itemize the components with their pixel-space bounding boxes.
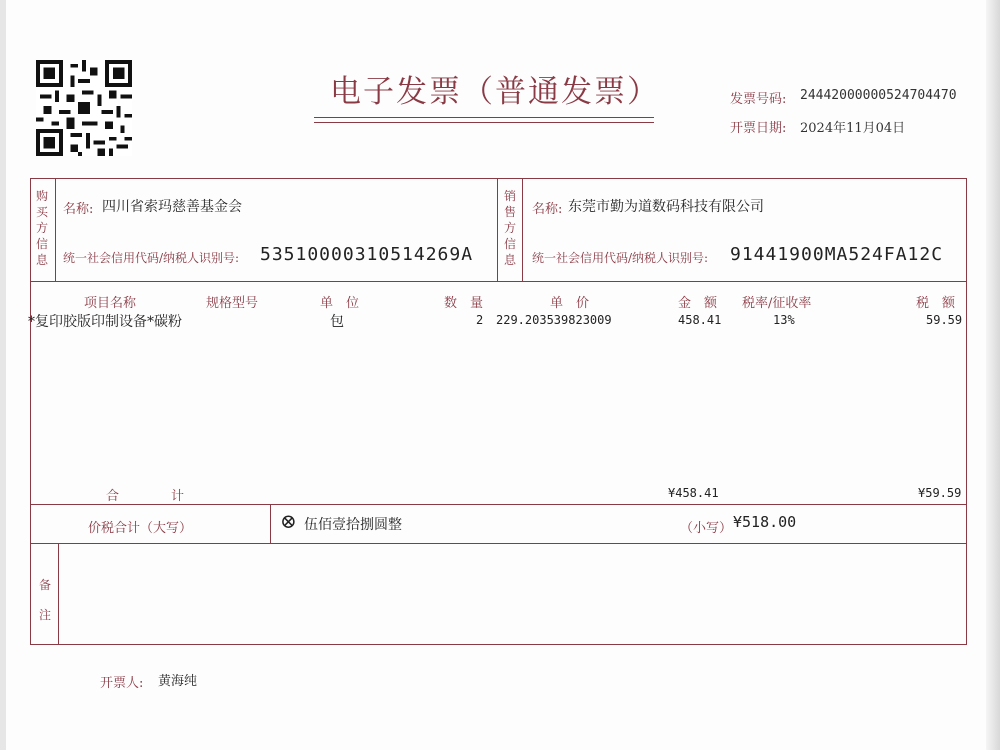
col-header-spec: 规格型号 <box>206 296 259 311</box>
grand-total-label: 价税合计（大写） <box>88 521 193 536</box>
buyer-side-label: 购 买 方 信 息 <box>35 189 48 267</box>
totals-amount: ¥458.41 <box>668 486 719 500</box>
item-qty: 2 <box>476 313 484 327</box>
item-name: *复印胶版印制设备*碳粉 <box>28 314 182 330</box>
title-underline-2 <box>314 122 654 123</box>
issuer-label: 开票人: <box>100 676 144 691</box>
item-amount: 458.41 <box>678 313 722 327</box>
seller-side-label: 销 售 方 信 息 <box>503 189 516 267</box>
item-price: 229.203539823009 <box>496 313 612 327</box>
col-header-rate: 税率/征收率 <box>742 296 812 311</box>
col-header-name: 项目名称 <box>84 296 137 311</box>
issuer-name: 黄海纯 <box>158 674 198 689</box>
totals-tax: ¥59.59 <box>918 486 962 500</box>
issue-date: 2024年11月04日 <box>800 121 906 136</box>
title-underline <box>314 117 654 118</box>
buyer-tax-id: 53510000310514269A <box>260 244 474 265</box>
parties-bottom-line <box>30 281 967 282</box>
remarks-label: 备 注 <box>38 578 51 622</box>
scan-edge-left <box>0 0 6 750</box>
scan-edge-right <box>986 0 1000 750</box>
item-unit: 包 <box>330 314 344 330</box>
grand-total-bottom-line <box>30 543 967 544</box>
invoice-no: 24442000000524704470 <box>800 88 957 103</box>
qr-code-icon <box>36 60 132 156</box>
seller-side-divider <box>522 178 523 282</box>
totals-bottom-line <box>30 504 967 505</box>
seller-name-label: 名称: <box>532 202 563 217</box>
buyer-name: 四川省索玛慈善基金会 <box>102 199 242 215</box>
col-header-price: 单 价 <box>550 296 590 311</box>
grand-total-small-value: ¥518.00 <box>733 513 797 531</box>
col-header-tax: 税 额 <box>916 296 956 311</box>
col-header-amount: 金 额 <box>678 296 718 311</box>
seller-tax-label: 统一社会信用代码/纳税人识别号: <box>532 251 709 265</box>
totals-label: 合 计 <box>106 489 185 504</box>
seller-name: 东莞市勤为道数码科技有限公司 <box>568 199 764 215</box>
col-header-qty: 数 量 <box>444 296 484 311</box>
grand-total-words: 伍佰壹拾捌圆整 <box>304 517 402 533</box>
item-rate: 13% <box>773 313 795 327</box>
issue-date-label: 开票日期: <box>730 121 787 136</box>
invoice-no-label: 发票号码: <box>730 92 787 107</box>
grand-total-small-label: （小写） <box>680 521 733 536</box>
cross-circle-icon: ⊗ <box>280 509 297 533</box>
item-tax: 59.59 <box>926 313 963 327</box>
buyer-name-label: 名称: <box>63 202 94 217</box>
buyer-side-divider <box>55 178 56 282</box>
seller-tax-id: 91441900MA524FA12C <box>730 244 944 265</box>
middle-divider <box>497 178 498 282</box>
remarks-divider <box>58 543 59 645</box>
col-header-unit: 单 位 <box>320 296 360 311</box>
grand-total-divider <box>270 504 271 544</box>
invoice-title: 电子发票（普通发票） <box>330 74 660 110</box>
buyer-tax-label: 统一社会信用代码/纳税人识别号: <box>63 251 240 265</box>
